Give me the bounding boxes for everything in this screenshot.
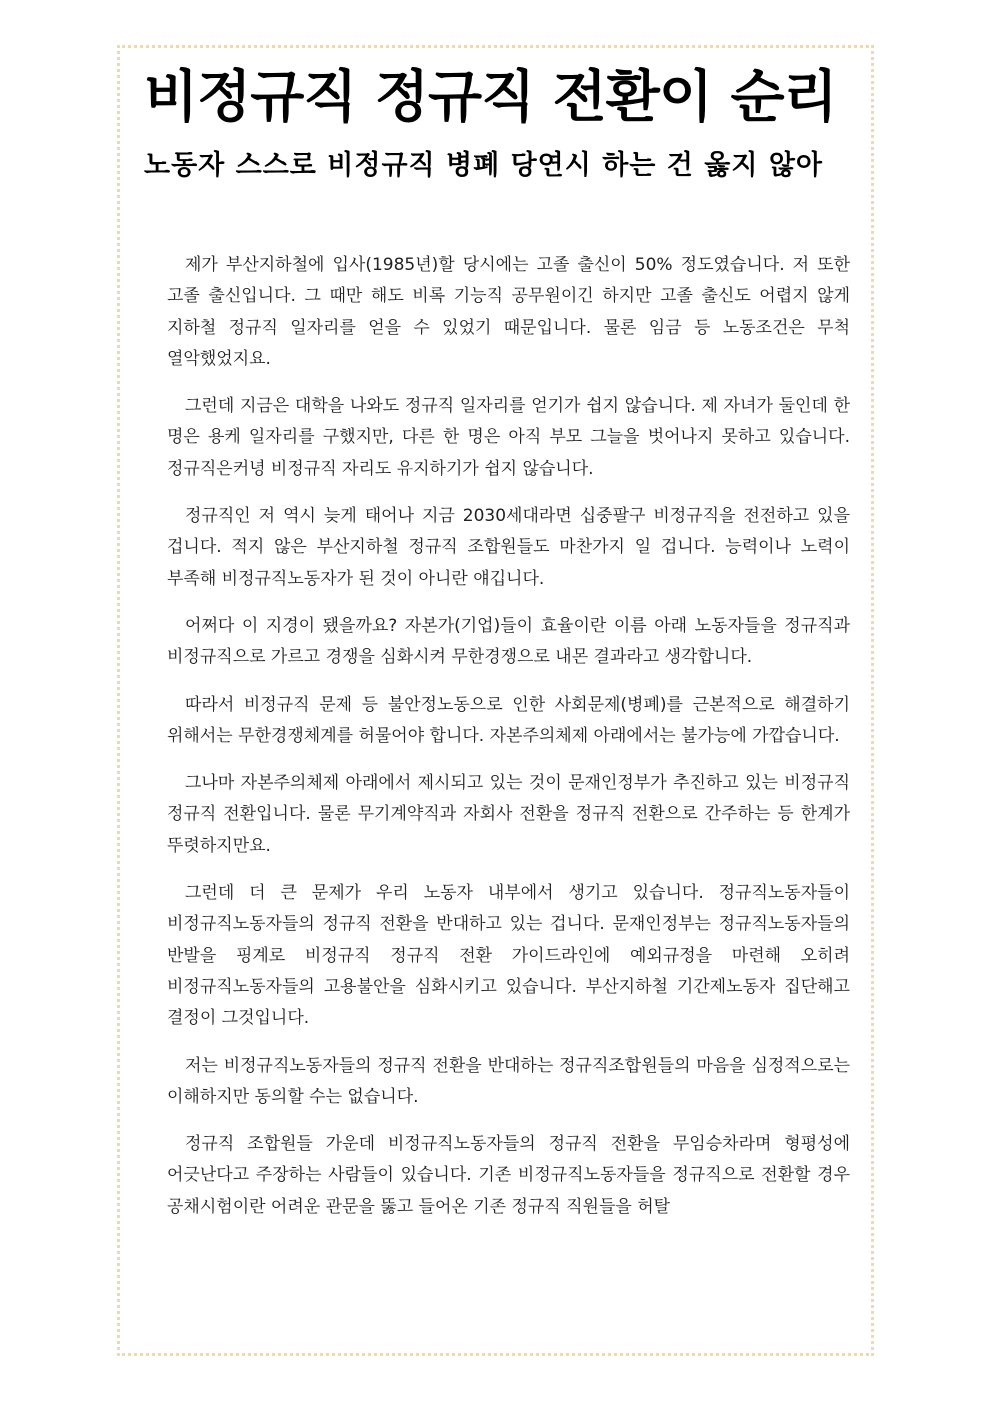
paragraph-3: 정규직인 저 역시 늦게 태어나 지금 2030세대라면 십중팔구 비정규직을 전전하고 있을 겁니다. 적지 않은 부산지하철 정규직 조합원들도 마찬가지 일 겁니다. 능력이나 노력이 부족해 비정규직노동자가 된 것이 아니란 얘깁니다. (167, 506, 850, 589)
paragraph-1: 제가 부산지하철에 입사(1985년)할 당시에는 고졸 출신이 50% 정도였습니다. 저 또한 고졸 출신입니다. 그 때만 해도 비록 기능직 공무원이긴 하지만 고졸 출신도 어렵지 않게 지하철 정규직 일자리를 얻을 수 있었기 때문입니다. 물론 임금 등 노동조건은 무척 열악했었지요. (167, 255, 850, 369)
paragraph-6: 그나마 자본주의체제 아래에서 제시되고 있는 것이 문재인정부가 추진하고 있는 비정규직 정규직 전환입니다. 물론 무기계약직과 자회사 전환을 정규직 전환으로 간주하는 등 한계가 뚜렷하지만요. (167, 773, 850, 856)
paragraph-8: 저는 비정규직노동자들의 정규직 전환을 반대하는 정규직조합원들의 마음을 심정적으로는 이해하지만 동의할 수는 없습니다. (167, 1055, 850, 1107)
paragraph-2: 그런데 지금은 대학을 나와도 정규직 일자리를 얻기가 쉽지 않습니다. 제 자녀가 둘인데 한 명은 용케 일자리를 구했지만, 다른 한 명은 아직 부모 그늘을 벗어나지 못하고 있습니다. 정규직은커녕 비정규직 자리도 유지하기가 쉽지 않습니다. (167, 396, 850, 479)
article-body (167, 250, 850, 1239)
paragraph-4: 어쩌다 이 지경이 됐을까요? 자본가(기업)들이 효율이란 이름 아래 노동자들을 정규직과 비정규직으로 가르고 경쟁을 심화시켜 무한경쟁으로 내몬 결과라고 생각합니다. (167, 615, 850, 668)
article-title: 비정규직 정규직 전환이 순리 (144, 65, 837, 130)
paragraph-7: 그런데 더 큰 문제가 우리 노동자 내부에서 생기고 있습니다. 정규직노동자들이 비정규직노동자들의 정규직 전환을 반대하고 있는 겁니다. 문재인정부는 정규직노동자들의 반발을 핑계로 비정규직 정규직 전환 가이드라인에 예외규정을 마련해 오히려 비정규직노동자들의 고용불안을 심화시키고 있습니다. 부산지하철 기간제노동자 집단해고 결정이 그것입니다. (167, 883, 850, 1029)
article-subtitle: 노동자 스스로 비정규직 병폐 당연시 하는 건 옳지 않아 (144, 150, 824, 181)
paragraph-9: 정규직 조합원들 가운데 비정규직노동자들의 정규직 전환을 무임승차라며 형평성에 어긋난다고 주장하는 사람들이 있습니다. 기존 비정규직노동자들을 정규직으로 전환할 경우 공채시험이란 어려운 관문을 뚫고 들어온 기존 정규직 직원들을 허탈 (167, 1134, 850, 1217)
paragraph-5: 따라서 비정규직 문제 등 불안정노동으로 인한 사회문제(병폐)를 근본적으로 해결하기 위해서는 무한경쟁체계를 허물어야 합니다. 자본주의체제 아래에서는 불가능에 가깝습니다. (167, 694, 850, 746)
